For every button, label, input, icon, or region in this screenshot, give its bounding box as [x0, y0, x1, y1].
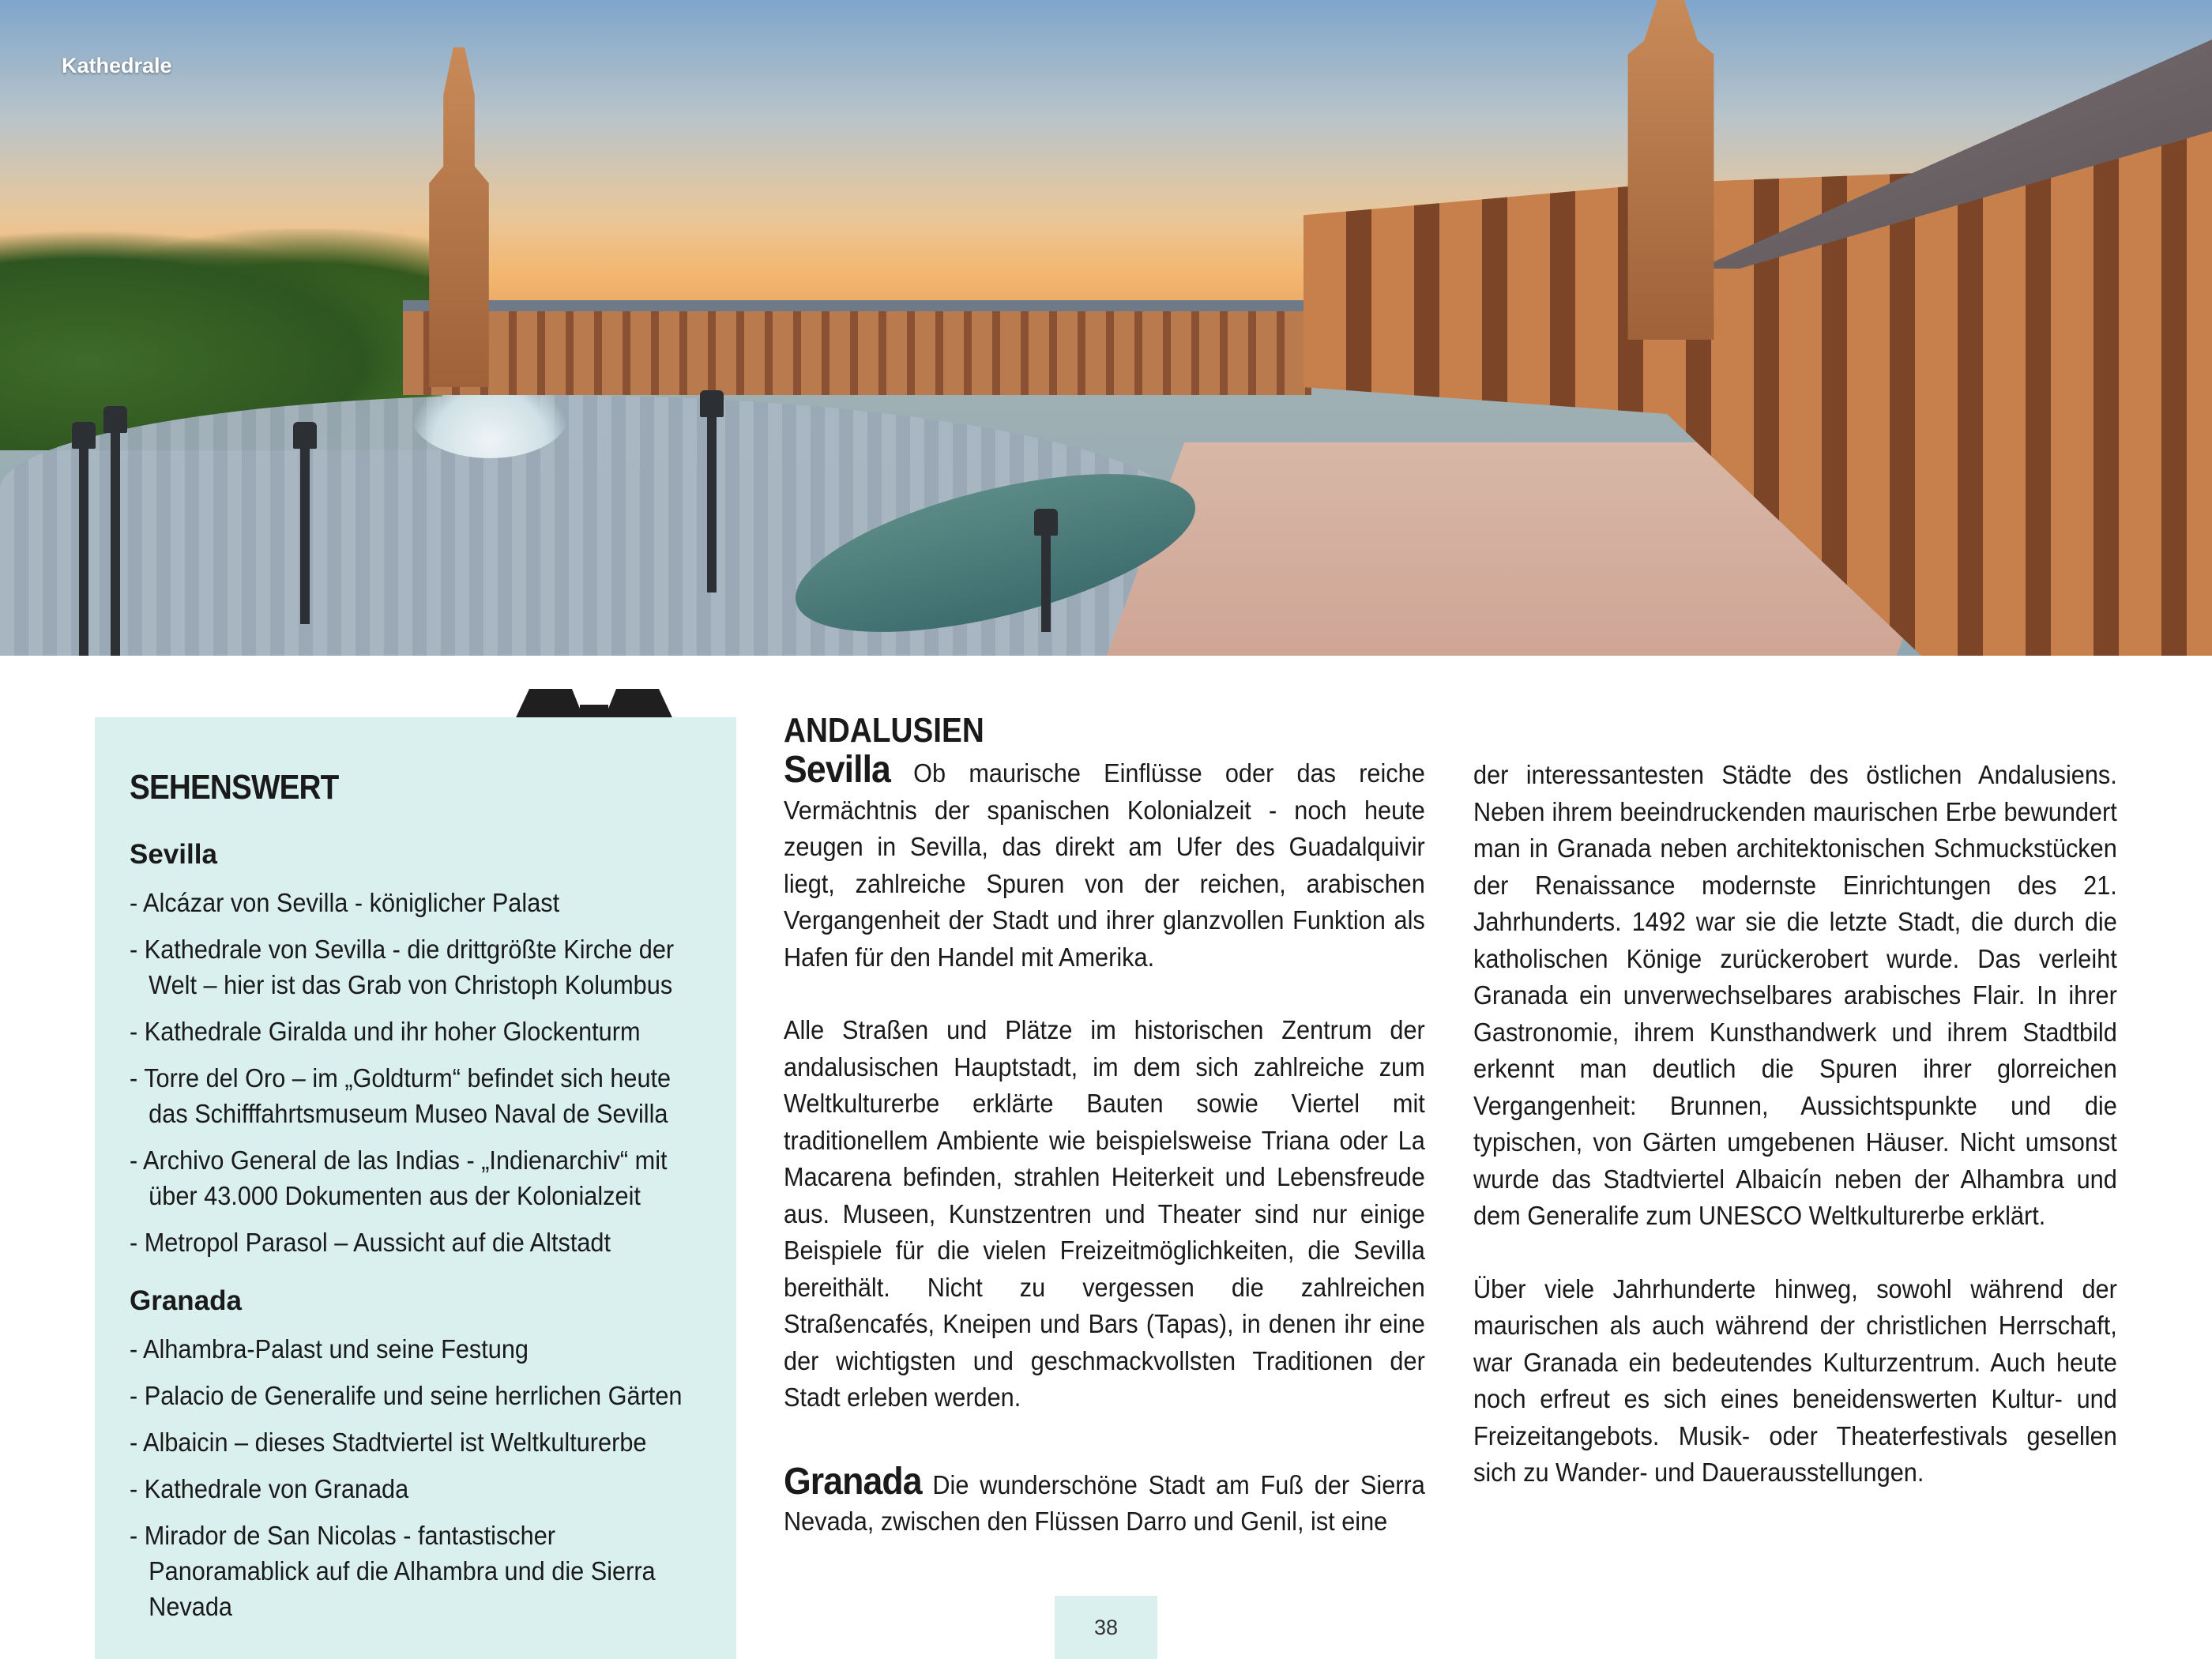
- list-item: - Metropol Parasol – Aussicht auf die Altstadt: [130, 1228, 611, 1257]
- article-column-2: [1473, 757, 2117, 1492]
- photo-lamp-post: [79, 442, 88, 656]
- photo-caption: Kathedrale: [62, 54, 172, 77]
- sights-sidebar: [95, 717, 736, 1659]
- sidebar-list-granada: [130, 1331, 702, 1624]
- list-item: - Palacio de Generalife und seine herrlichen Gärten: [130, 1381, 683, 1410]
- paragraph-granada-intro: [784, 1460, 1425, 1540]
- list-item: - Albaicin – dieses Stadtviertel ist Weltkulturerbe: [130, 1428, 647, 1457]
- paragraph-text: Ob maurische Einflüsse oder das reiche Vermächtnis der spanischen Kolonialzeit - noch heute zeugen in Sevilla, das direkt am Ufer des Guadalquivir liegt, zahlreiche Spuren von der reichen, arabischen Vergangenheit der Stadt und ihrer glanzvollen Funktion als Hafen für den Handel mit Amerika.: [784, 758, 1425, 972]
- photo-lamp-post: [111, 427, 120, 656]
- hero-photo: [0, 0, 2212, 656]
- sidebar-city-sevilla: Sevilla: [130, 839, 217, 870]
- list-item: - Kathedrale von Granada: [130, 1474, 409, 1503]
- page-number: 38: [1055, 1596, 1157, 1659]
- list-item: - Mirador de San Nicolas - fantastischer Panoramablick auf die Alhambra und die Sierra Nevada: [130, 1521, 656, 1621]
- photo-tower-left: [423, 47, 495, 387]
- list-item: - Alcázar von Sevilla - königlicher Palast: [130, 888, 560, 917]
- list-item: - Alhambra-Palast und seine Festung: [130, 1334, 529, 1364]
- section-heading: ANDALUSIEN: [784, 711, 984, 750]
- photo-building-arcade: [403, 300, 1311, 395]
- sidebar-list-sevilla: [130, 885, 702, 1260]
- list-item: - Kathedrale von Sevilla - die drittgrößte Kirche der Welt – hier ist das Grab von Christoph Kolumbus: [130, 935, 675, 999]
- article-column-1: [784, 711, 1425, 1540]
- photo-lamp-post: [1041, 529, 1051, 632]
- sidebar-title: SEHENSWERT: [130, 768, 339, 807]
- list-item: - Kathedrale Giralda und ihr hoher Glockenturm: [130, 1017, 641, 1046]
- paragraph-sevilla-2: Alle Straßen und Plätze im historischen Zentrum der andalusischen Hauptstadt, im dem sich zahlreiche zum Weltkulturerbe erklärte Bauten sowie Viertel mit traditionellem Ambiente wie beispielsweise Triana oder La Macarena befinden, strahlen Heiterkeit und Lebensfreude aus. Museen, Kunstzentren und Theater sind nur einige Beispiele für die vielen Freizeitmöglichkeiten, die Sevilla bereithält. Nicht zu vergessen die zahlreichen Straßencafés, Kneipen und Bars (Tapas), in denen ihr eine der wichtigsten und geschmackvollsten Traditionen der Stadt erleben werden.: [784, 1015, 1425, 1412]
- list-item: - Archivo General de las Indias - „Indienarchiv“ mit über 43.000 Dokumenten aus der Kolonialzeit: [130, 1146, 668, 1210]
- lead-sevilla: Sevilla: [784, 749, 890, 791]
- photo-lamp-post: [300, 442, 310, 624]
- paragraph-sevilla-intro: [784, 749, 1425, 976]
- photo-lamp-post: [707, 411, 717, 592]
- list-item: - Torre del Oro – im „Goldturm“ befindet sich heute das Schifffahrtsmuseum Museo Naval de Sevilla: [130, 1063, 672, 1128]
- paragraph-text: Die wunderschöne Stadt am Fuß der Sierra Nevada, zwischen den Flüssen Darro und Genil, ist eine: [784, 1469, 1425, 1536]
- lead-granada: Granada: [784, 1460, 922, 1503]
- paragraph-granada-2: Über viele Jahrhunderte hinweg, sowohl während der maurischen als auch während der christlichen Herrschaft, war Granada ein bedeutendes Kulturzentrum. Auch heute noch erfreut es sich eines beneidenswerten Kultur- und Freizeitangebots. Musik- oder Theaterfestivals gesellen sich zu Wander- und Dauerausstellungen.: [1473, 1273, 2117, 1487]
- sidebar-city-granada: Granada: [130, 1285, 242, 1316]
- paragraph-granada-cont: der interessantesten Städte des östlichen Andalusiens. Neben ihrem beeindruckenden maurischen Erbe bewundert man in Granada neben architektonischen Schmuckstücken der Renaissance modernste Einrichtungen des 21. Jahrhunderts. 1492 war sie die letzte Stadt, die durch die katholischen Könige zurückerobert wurde. Das verleiht Granada ein unverwechselbares arabisches Flair. In ihrer Gastronomie, ihrem Kunsthandwerk und ihrem Stadtbild erkennt man deutlich die Spuren ihrer glorreichen Vergangenheit: Brunnen, Aussichtspunkte und die typischen, von Gärten umgebenen Häuser. Nicht umsonst wurde das Stadtviertel Albaicín neben der Alhambra und dem Generalife zum UNESCO Weltkulturerbe erklärt.: [1473, 760, 2117, 1230]
